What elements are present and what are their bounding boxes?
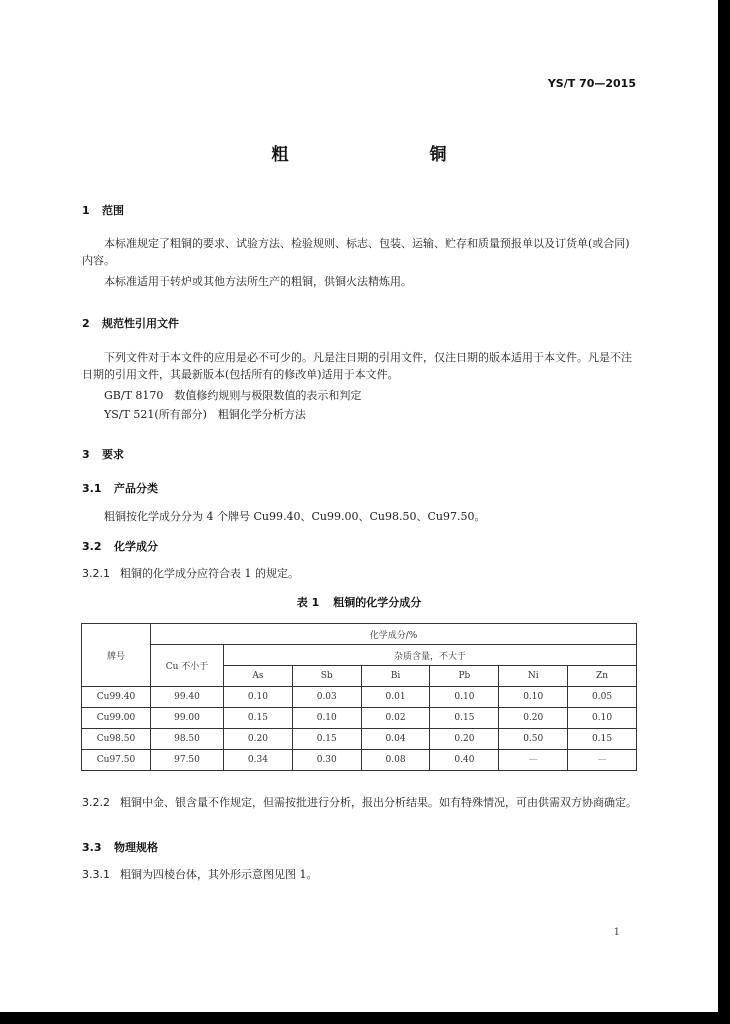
- section-3-1-text: 粗铜按化学成分分为 4 个牌号 Cu99.40、Cu99.00、Cu98.50、Cu97.50。: [104, 510, 486, 523]
- cell-cu: 99.00: [151, 708, 224, 729]
- cell-brand: Cu99.00: [82, 708, 151, 729]
- clause-number: 3.2.1: [82, 567, 110, 580]
- cell-sb: 0.30: [292, 750, 361, 771]
- table-caption-number: 表 1: [296, 596, 320, 609]
- section-3-2-1: [82, 565, 638, 582]
- section-title: 范围: [102, 204, 124, 217]
- header-chem-comp: 化学成分/%: [151, 624, 637, 645]
- cell-as: 0.34: [224, 750, 293, 771]
- cell-pb: 0.10: [430, 687, 499, 708]
- section-number: 3: [82, 448, 90, 461]
- page-shadow-right: [718, 0, 730, 1024]
- clause-text: 粗铜的化学成分应符合表 1 的规定。: [120, 567, 299, 580]
- table-caption-title: 粗铜的化学分成分: [333, 596, 422, 609]
- section-number: 3.2: [82, 540, 102, 553]
- section-title: 要求: [102, 448, 124, 461]
- cell-ni: 0.50: [499, 729, 568, 750]
- cell-ni: 0.10: [499, 687, 568, 708]
- page-shadow-bottom: [0, 1012, 730, 1024]
- header-element-as: As: [224, 666, 293, 687]
- table-1-caption: [0, 594, 718, 610]
- section-3-3-1: [82, 866, 638, 883]
- reference-gb-t-8170: GB/T 8170 数值修约规则与极限数值的表示和判定: [104, 389, 362, 402]
- table-row: [82, 687, 637, 708]
- section-2-intro: 下列文件对于本文件的应用是必不可少的。凡是注日期的引用文件，仅注日期的版本适用于本文件。凡是不注日期的引用文件，其最新版本(包括所有的修改单)适用于本文件。: [82, 351, 632, 381]
- cell-bi: 0.01: [361, 687, 430, 708]
- section-number: 2: [82, 317, 90, 330]
- cell-zn: 0.10: [568, 708, 637, 729]
- standard-code: YS/T 70—2015: [547, 77, 636, 90]
- clause-text: 粗铜为四棱台体，其外形示意图见图 1。: [120, 868, 318, 881]
- section-title: 物理规格: [114, 841, 158, 854]
- document-title: 粗 铜: [271, 145, 509, 165]
- section-2-heading: [82, 315, 179, 331]
- section-3-2-2: [82, 794, 638, 811]
- section-1-heading: [82, 202, 124, 218]
- table-row: [82, 729, 637, 750]
- cell-cu: 97.50: [151, 750, 224, 771]
- clause-text: 粗铜中金、银含量不作规定，但需按批进行分析，报出分析结果。如有特殊情况，可由供需双方协商确定。: [120, 796, 637, 809]
- cell-zn: 0.05: [568, 687, 637, 708]
- header-element-zn: Zn: [568, 666, 637, 687]
- table-row: [82, 750, 637, 771]
- cell-ni: —: [499, 750, 568, 771]
- header-impurity: 杂质含量，不大于: [224, 645, 637, 666]
- section-title: 化学成分: [114, 540, 158, 553]
- table-header-row-1: [82, 624, 637, 645]
- section-number: 3.1: [82, 482, 102, 495]
- cell-sb: 0.10: [292, 708, 361, 729]
- cell-as: 0.20: [224, 729, 293, 750]
- table-row: [82, 708, 637, 729]
- header-brand: 牌号: [82, 624, 151, 687]
- section-number: 3.3: [82, 841, 102, 854]
- header-element-bi: Bi: [361, 666, 430, 687]
- cell-bi: 0.08: [361, 750, 430, 771]
- cell-bi: 0.02: [361, 708, 430, 729]
- section-1-paragraph-1: 本标准规定了粗铜的要求、试验方法、检验规则、标志、包装、运输、贮存和质量预报单以及订货单(或合同)内容。: [82, 237, 630, 267]
- cell-cu: 99.40: [151, 687, 224, 708]
- cell-cu: 98.50: [151, 729, 224, 750]
- cell-ni: 0.20: [499, 708, 568, 729]
- cell-sb: 0.03: [292, 687, 361, 708]
- section-title: 产品分类: [114, 482, 158, 495]
- header-element-ni: Ni: [499, 666, 568, 687]
- cell-brand: Cu98.50: [82, 729, 151, 750]
- cell-pb: 0.20: [430, 729, 499, 750]
- section-3-heading: [82, 446, 124, 462]
- section-number: 1: [82, 204, 90, 217]
- cell-bi: 0.04: [361, 729, 430, 750]
- cell-zn: 0.15: [568, 729, 637, 750]
- cell-brand: Cu97.50: [82, 750, 151, 771]
- cell-as: 0.10: [224, 687, 293, 708]
- section-title: 规范性引用文件: [102, 317, 179, 330]
- header-element-pb: Pb: [430, 666, 499, 687]
- page-number: 1: [613, 927, 620, 938]
- clause-number: 3.2.2: [82, 796, 110, 809]
- section-1-paragraph-2: 本标准适用于转炉或其他方法所生产的粗铜，供铜火法精炼用。: [104, 275, 412, 288]
- cell-brand: Cu99.40: [82, 687, 151, 708]
- cell-sb: 0.15: [292, 729, 361, 750]
- reference-ys-t-521: YS/T 521(所有部分) 粗铜化学分析方法: [104, 408, 306, 421]
- table-header-row-2: [82, 645, 637, 666]
- cell-as: 0.15: [224, 708, 293, 729]
- section-3-1-heading: [82, 480, 158, 496]
- clause-number: 3.3.1: [82, 868, 110, 881]
- header-element-sb: Sb: [292, 666, 361, 687]
- header-cu-min: Cu 不小于: [151, 645, 224, 687]
- cell-pb: 0.40: [430, 750, 499, 771]
- section-3-2-heading: [82, 538, 158, 554]
- chemical-composition-table: [81, 623, 637, 771]
- cell-zn: —: [568, 750, 637, 771]
- cell-pb: 0.15: [430, 708, 499, 729]
- section-3-3-heading: [82, 839, 158, 855]
